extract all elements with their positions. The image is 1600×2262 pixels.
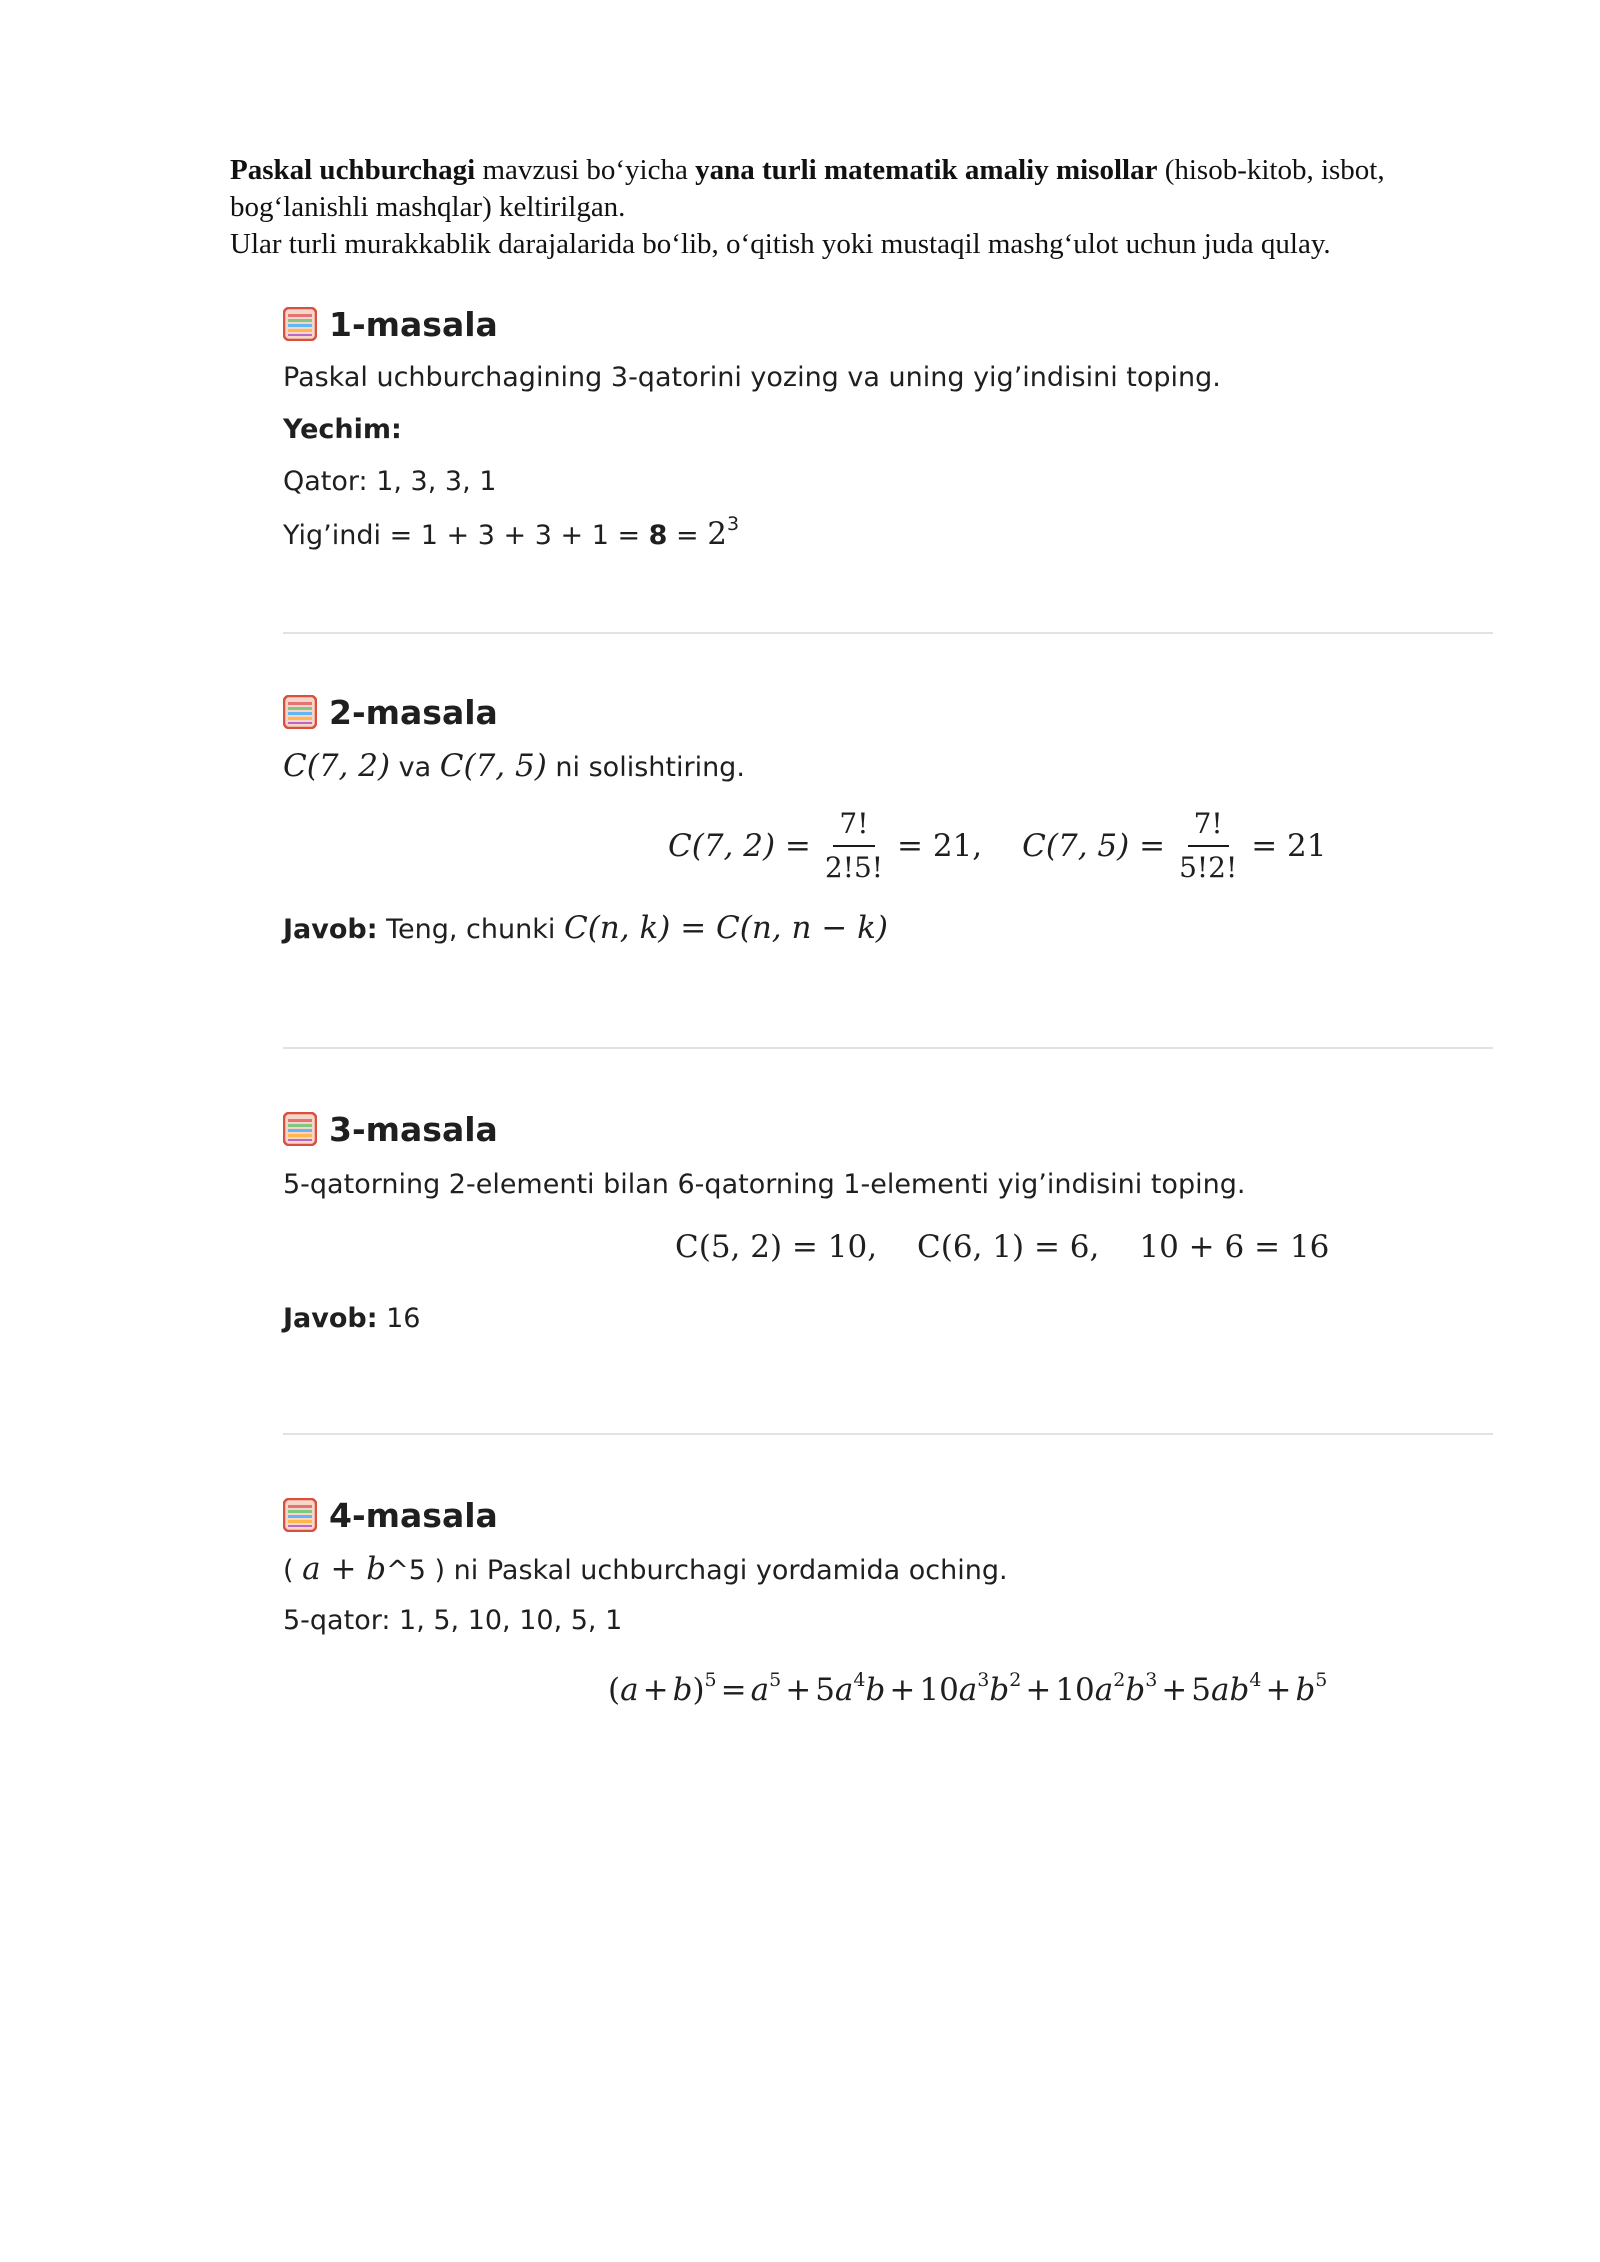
problem-1-sum-line bbox=[283, 514, 1493, 554]
problem-2-heading bbox=[283, 688, 1493, 736]
solution-label: Yechim: bbox=[283, 414, 402, 445]
section-divider-1 bbox=[283, 632, 1493, 634]
fraction-2 bbox=[1173, 807, 1243, 885]
statement-math-c72: C(7, 2) bbox=[283, 748, 391, 784]
answer-label: Javob: bbox=[283, 914, 378, 945]
problem-2-answer bbox=[283, 908, 1493, 948]
intro-text-2: (hisob-kitob, isbot, bog‘lanishli mashqlar) keltirilgan. bbox=[230, 154, 1385, 223]
problem-1-row-line: Qator: 1, 3, 3, 1 bbox=[283, 466, 497, 497]
statement-tail: ni solishtiring. bbox=[546, 752, 745, 783]
answer-text: Teng, chunki bbox=[377, 914, 564, 945]
formula-result-1: = 21, bbox=[897, 828, 983, 864]
statement-math-c75: C(7, 5) bbox=[439, 748, 547, 784]
sum-power-base: 2 bbox=[707, 516, 727, 552]
problem-3-statement: 5-qatorning 2-elementi bilan 6-qatorning 1-elementi yig’indisini toping. bbox=[283, 1169, 1246, 1200]
fraction-2-denominator: 5!2! bbox=[1179, 851, 1238, 884]
section-divider-3 bbox=[283, 1433, 1493, 1435]
problem-3-title: 3-masala bbox=[329, 1109, 498, 1149]
abacus-icon bbox=[283, 695, 317, 729]
abacus-icon bbox=[283, 1498, 317, 1532]
sum-power-exponent: 3 bbox=[727, 513, 740, 535]
problem-4-row-line: 5-qator: 1, 5, 10, 10, 5, 1 bbox=[283, 1605, 623, 1636]
problem-1-solution-label bbox=[283, 410, 1493, 450]
problem-4-heading bbox=[283, 1491, 1493, 1539]
intro-text bbox=[230, 152, 1490, 263]
sum-prefix: Yig’indi = 1 + 3 + 3 + 1 = bbox=[283, 520, 649, 551]
problem-3-heading bbox=[283, 1105, 1493, 1153]
problem-2-statement bbox=[283, 746, 1493, 786]
fraction-1-denominator: 2!5! bbox=[824, 851, 884, 884]
binomial-expansion: $(a + b)^5 = a^5 + 5a^4b + 10a^3b^2 + 10a^2b^3 + 5ab^4 + b^5$ bbox=[608, 1669, 1328, 1708]
problem-3-answer bbox=[283, 1299, 1493, 1339]
intro-text-1: mavzusi bo‘yicha bbox=[475, 154, 696, 186]
answer-text: 16 bbox=[377, 1303, 421, 1334]
problem-2-formula bbox=[283, 804, 1493, 888]
answer-math: C(n, k) = C(n, n − k) bbox=[563, 910, 889, 946]
problem-4-statement bbox=[283, 1549, 1493, 1589]
intro-paragraph-1 bbox=[230, 152, 1490, 226]
intro-paragraph-2: Ular turli murakkablik darajalarida bo‘lib, o‘qitish yoki mustaqil mashg‘ulot uchun juda qulay. bbox=[230, 228, 1331, 260]
abacus-icon bbox=[283, 307, 317, 341]
problem-1-heading bbox=[283, 300, 1493, 348]
problem-4-title: 4-masala bbox=[329, 1495, 498, 1535]
problem-2-title: 2-masala bbox=[329, 692, 498, 732]
statement-va: va bbox=[390, 752, 440, 783]
problem-1 bbox=[283, 300, 1493, 554]
formula-lhs-1: C(7, 2) = bbox=[668, 828, 811, 864]
formula-result-2: = 21 bbox=[1251, 828, 1327, 864]
sum-result: 8 bbox=[648, 520, 668, 551]
statement-math-a-plus-b: a + b bbox=[302, 1551, 387, 1587]
statement-open-paren: ( bbox=[283, 1555, 303, 1586]
problem-4-expansion bbox=[283, 1665, 1493, 1715]
formula-part-2: C(6, 1) = 6, bbox=[917, 1229, 1100, 1265]
fraction-1 bbox=[819, 807, 889, 885]
intro-bold-examples: yana turli matematik amaliy misollar bbox=[695, 154, 1158, 186]
answer-label: Javob: bbox=[283, 1303, 378, 1334]
sum-equals: = bbox=[667, 520, 708, 551]
formula-part-3: 10 + 6 = 16 bbox=[1139, 1229, 1330, 1265]
problem-1-title: 1-masala bbox=[329, 304, 498, 344]
problem-1-statement: Paskal uchburchagining 3-qatorini yozing va uning yig’indisini toping. bbox=[283, 362, 1221, 393]
problem-2 bbox=[283, 688, 1493, 948]
section-divider-2 bbox=[283, 1047, 1493, 1049]
fraction-1-numerator: 7! bbox=[833, 807, 874, 847]
problem-4 bbox=[283, 1491, 1493, 1715]
intro-bold-topic: Paskal uchburchagi bbox=[230, 154, 476, 186]
problem-3-formula bbox=[283, 1223, 1493, 1271]
formula-part-1: C(5, 2) = 10, bbox=[675, 1229, 878, 1265]
formula-lhs-2: C(7, 5) = bbox=[1022, 828, 1166, 864]
abacus-icon bbox=[283, 1112, 317, 1146]
fraction-2-numerator: 7! bbox=[1188, 807, 1229, 847]
statement-tail: ^5 ) ni Paskal uchburchagi yordamida oching. bbox=[386, 1555, 1008, 1586]
problem-3 bbox=[283, 1105, 1493, 1339]
